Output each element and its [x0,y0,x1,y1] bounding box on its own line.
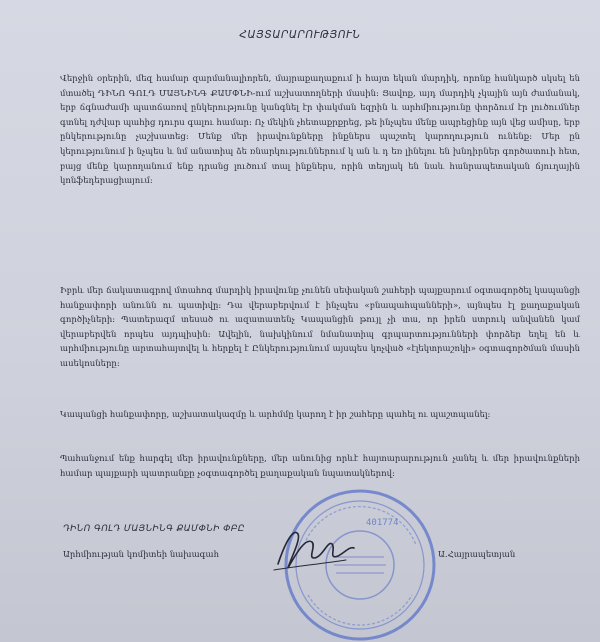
paragraph-4-text: Պահանջում ենք հարգել մեր իրավունքները, մեր անունից որևէ հայտարարություն չանել և մեր իրավունքների համար պայքարի պատրանքը չօգտագործել քաղաքական նպատակներով: [60,454,580,479]
paragraph-1-text: Վերջին օրերին, մեզ համար զարմանալիորեն, մայրաքաղաքում ի հայտ եկան մարդիկ, որոնք հանկարծ սկսել են մտածել ԴԻՆՈ ԳՈԼԴ ՄԱՅՆԻՆԳ ՔԱՄՓՆԻ-ում աշխատողների մասին: Ցավոք, այդ մարդիկ չկային այն ժամանակ, երբ ճգնաժամի պատճառով ընկերությունը կանգնել էր փակման եզրին և արհմիությունը փորձում էր լուծումներ գտնել դժվար պահից դուրս գալու համար: Ոչ մեկին չհետաքրքրեց, թե ինչպես մենք ապրեցինք այն վեց ամիսը, երբ ընկերությունը չաշխատեց: Մենք մեր իրավունքները ինքներս պաշտել կարողություն ունենք: Մեր ըն կերությունում ի նչպես և նմ անատիպ ձե ռնարկություններում կ ան և դ եռ լինելու են խնդիրներ գործատուի հետ, բայց մենք կարողանում ենք դրանց լուծում տալ ինքներս, որին տեղյակ են նաև հանրապետական ճյուղային կոնֆեդերացիայում: [60,74,580,187]
paragraph-4 [60,452,580,481]
paragraph-2-text: Իբրև մեր ճակատագրով մտահոգ մարդիկ իրավունք չունեն սեփական շահերի պայքարում օգտագործել կապանցի հանքափորի անունն ու պատիվը: Դա վերաբերվում է ինչպես «բնապահպանների», այնպես էլ քաղաքական գործիչների: Պատերազմ տեսած ու ազատատենչ Կապանցին թույլ չի տա, որ իրեն ստրուկ անվանեն կամ վերաբերվեն որպես այդպիսին: Ավելին, նախկինում նմանատիպ գրպարտությունների փորձեր եղել են և արհմիությունը արտահայտվել և հերքել է Ընկերությունում այսպես կոչված «էլեկտրաշոկի» օգտագործման մասին ասեկոսները: [60,286,580,369]
signature-organization: ԴԻՆՈ ԳՈԼԴ ՄԱՅՆԻՆԳ ՔԱՄՓՆԻ ՓԲԸ [63,524,245,534]
signature-icon [268,520,358,580]
paragraph-3-text: Կապանցի հանքափորը, աշխատակազմը և արհմմը կարող է իր շահերը պահել ու պաշտպանել: [60,410,491,420]
paragraph-3 [60,408,580,423]
stamp-number: 401774 [366,518,399,528]
paragraph-2 [60,284,580,372]
signer-name: Ա.Հայրապետյան [438,550,516,560]
signer-position: Արհմիության կոմիտեի նախագահ [63,550,220,560]
document-title: ՀԱՅՏԱՐԱՐՈՒԹՅՈՒՆ [239,29,361,41]
paragraph-1 [60,72,580,189]
